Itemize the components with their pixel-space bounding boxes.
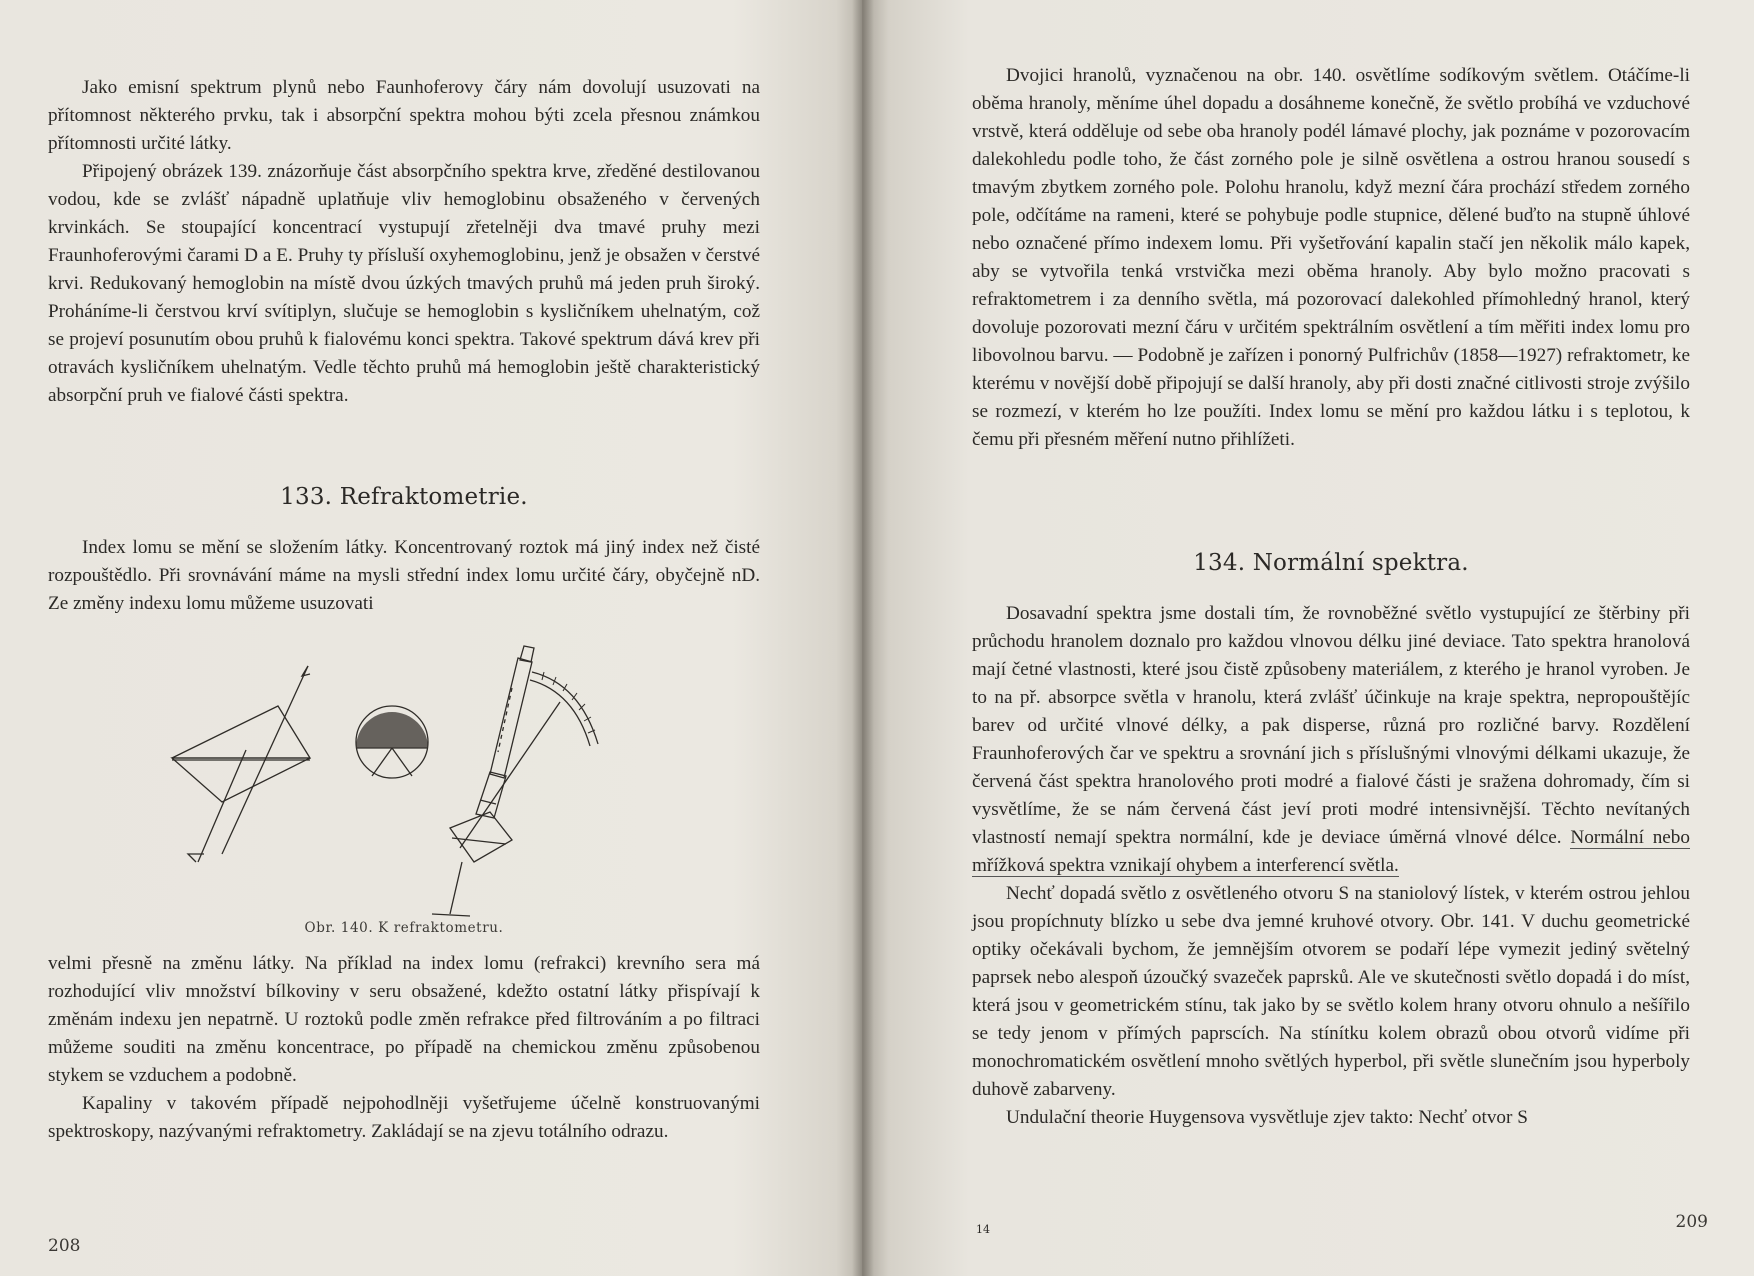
objective-ring <box>480 800 496 804</box>
lower-prism <box>172 758 310 802</box>
signature-mark: 14 <box>976 1223 990 1236</box>
figure-140 <box>160 632 720 938</box>
right-paragraph-2-main: Dosavadní spektra jsme dostali tím, že rovnoběžné světlo vystupující ze štěrbiny při průchodu hranolem doznalo pro každou vlnovou délku jiné deviace. Tato spektra hranolová mají četné vlastnosti, které jsou čistě způsobeny materiálem, z kterého je hranol vyroben. Je to na př. absorpce světla v hranolu, která zvlášť účinkuje na kraje spektra, nepropouštějíc barev od určité vlnové délky, a pak disperse, různá pro rozličné barvy. Rozdělení Fraunhoferových čar ve spektru a srovnání jich s příslušnými vlnovými délkami ukazuje, že červená část spektra hranolového proti modré a fialové části je sražena dohromady, čím si vysvětlíme, že se nám červená část jeví proti modré intensivnější. Těchto nevítaných vlastností nemají spektra normální, kde je deviace úměrná vlnové délce. <box>972 603 1690 848</box>
refractometer-diagram <box>160 632 720 922</box>
book-gutter <box>852 0 874 1276</box>
left-paragraph-1: Jako emisní spektrum plynů nebo Faunhoferovy čáry nám dovolují usuzovati na přítomnost některého prvku, tak i absorpční spektra mohou býti zcela přesnou známkou přítomnosti určité látky. <box>48 77 760 154</box>
right-paragraph-1: Dvojici hranolů, vyznačenou na obr. 140. osvětlíme sodíkovým světlem. Otáčíme-li oběma hranoly, měníme úhel dopadu a dosáhneme konečně, že světlo probíhá ve vzduchové vrstvě, která odděluje od sebe oba hranoly podél lámavé plochy, jak poznáme v pozorovacím dalekohledu podle toho, že část zorného pole je silně osvětlena a ostrou hranou sousedí s tmavým zbytkem zorného pole. Polohu hranolu, když mezní čára prochází středem zorného pole, odčítáme na rameni, které se pohybuje podle stupnice, dělené buďto na stupně úhlové nebo označené přímo indexem lomu. Při vyšetřování kapalin stačí jen několik málo kapek, aby se vytvořila tenká vrstvička mezi oběma hranoly. Aby bylo možno pracovati s refraktometrem i za denního světla, má pozorovací dalekohled přímohledný hranol, který dovoluje pozorovati mezní čáru v určitém spektrálním osvětlení a tím měřiti index lomu pro libovolnou barvu. — Podobně je zařízen i ponorný Pulfrichův (1858—1927) refraktometr, ke kterému v novější době připojují se další hranoly, aby při dosti značné citlivosti stroje zvýšilo se rozmezí, v kterém ho lze použíti. Index lomu se mění pro každou látku i s teplotou, k čemu při přesném měření nutno přihlížeti. <box>972 65 1690 450</box>
left-paragraph-4: velmi přesně na změnu látky. Na příklad na index lomu (refrakci) krevního sera má rozhodující vliv množství bílkoviny v seru obsažené, kdežto ostatní látky přispívají k změnám indexu jen nepatrně. U roztoků podle změn refrakce před filtrováním a po filtraci můžeme souditi na změnu koncentrace, po případě na chemickou změnu způsobenou stykem se vzduchem a podobně. <box>48 953 760 1086</box>
left-paragraph-2: Připojený obrázek 139. znázorňuje část absorpčního spektra krve, zředěné destilovanou vodou, kde se zvlášť nápadně uplatňuje vliv hemoglobinu obsaženého v červených krvinkách. Se stoupající koncentrací vystupují zřetelněji dva tmavé pruhy mezi Fraunhoferovými čarami D a E. Pruhy ty přísluší oxyhemoglobinu, jenž je obsažen v čerstvé krvi. Redukovaný hemoglobin na místě dvou úzkých tmavých pruhů má jeden pruh široký. Proháníme-li čerstvou krví svítiplyn, slučuje se hemoglobin s kysličníkem uhelnatým, což se projeví posunutím obou pruhů k fialovému konci spektra. Takové spektrum dává krev při otravách kysličníkem uhelnatým. Vedle těchto pruhů má hemoglobin ještě charakteristický absorpční pruh ve fialové části spektra. <box>48 161 760 406</box>
stand-base <box>432 914 470 916</box>
section-title-134: 134. Normální spektra. <box>1193 550 1469 576</box>
dark-field-half <box>356 712 428 748</box>
reading-arm <box>460 702 560 848</box>
left-paragraph-5: Kapaliny v takovém případě nejpohodlněji vyšetřujeme účelně konstruovanými spektroskopy, nazývanými refraktometry. Zakládají se na zjevu totálního odrazu. <box>48 1093 760 1142</box>
left-column-bottom <box>48 950 760 1146</box>
stand-rod <box>450 862 462 914</box>
right-paragraph-3: Nechť dopadá světlo z osvětleného otvoru S na staniolový lístek, v kterém ostrou jehlou jsou propíchnuty blízko u sebe dva jemné kruhové otvory. Obr. 141. V duchu geometrické optiky očekávali bychom, že jemnějším otvorem se podaří lépe vymezit jediný světelný paprsek nebo alespoň úzoučký svazeček paprsků. Ale ve skutečnosti světlo dopadá i do míst, která jsou v geometrickém stínu, tak jako by se světlo kolem hrany otvoru ohnulo a nešířilo se tedy jenom v přímých paprscích. Na stínítku kolem obrazů obou otvorů vidíme při monochromatickém osvětlení mnoho světlých hyperbol, při světle slunečním jsou hyperboly duhově zabarveny. <box>972 883 1690 1100</box>
upper-prism <box>172 706 310 758</box>
right-paragraph-4: Undulační theorie Huygensova vysvětluje zjev takto: Nechť otvor S <box>1006 1107 1528 1128</box>
crosshair-right <box>392 748 412 776</box>
figure-caption: Obr. 140. K refraktometru. <box>304 920 504 936</box>
prism-housing <box>450 812 512 862</box>
page-number-left: 208 <box>48 1236 81 1256</box>
section-133 <box>48 484 760 510</box>
telescope-objective <box>476 772 506 818</box>
left-paragraph-3: Index lomu se mění se složením látky. Koncentrovaný roztok má jiný index než čisté rozpouštědlo. Při srovnávání máme na mysli střední index lomu určité čáry, obyčejně nD. Ze změny indexu lomu můžeme usuzovati <box>48 537 760 614</box>
refracted-ray <box>198 750 246 862</box>
left-column-mid <box>48 534 760 618</box>
right-column-bottom <box>972 600 1690 1132</box>
left-column-top <box>48 74 760 410</box>
section-title-133: 133. Refraktometrie. <box>280 484 528 510</box>
telescope-tube <box>490 658 532 778</box>
left-page <box>0 0 862 1276</box>
scale-arc-inner <box>530 680 590 746</box>
optical-axis <box>498 688 512 752</box>
crosshair-left <box>372 748 392 776</box>
right-page <box>862 0 1754 1276</box>
right-paragraph-2-underlined: Normální nebo mřížková spektra vznikají ohybem a interferencí světla. <box>972 827 1690 876</box>
right-column-top <box>972 62 1690 454</box>
right-paragraph-2 <box>972 600 1690 880</box>
page-number-right: 209 <box>1675 1212 1708 1232</box>
section-134 <box>972 550 1690 576</box>
